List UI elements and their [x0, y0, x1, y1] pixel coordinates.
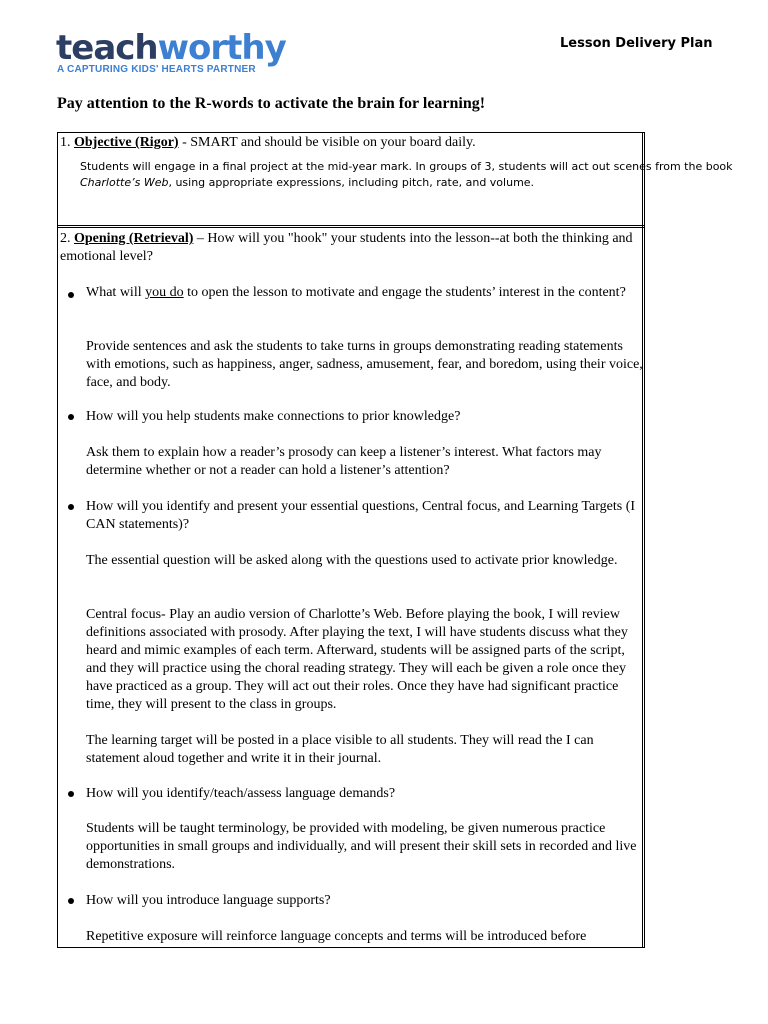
answer-2: Ask them to explain how a reader’s prosody can keep a listener’s interest. What factors may determine whether or not a reader can hold a listener’s attention?: [86, 445, 602, 478]
logo-wordmark: [56, 28, 286, 68]
section1-body: [80, 159, 733, 191]
question-2: How will you help students make connections to prior knowledge?: [86, 409, 461, 424]
answer-3b: Central focus- Play an audio version of Charlotte’s Web. Before playing the book, I will review definitions associated with prosody. After playing the text, I will have students discuss what they heard and mimic examples of each term. Afterward, students will be assigned parts of the script, and they will practice using the choral reading strategy. They will each be given a role once they have practiced as a group. They will act out their roles. Once they have had significant practice time, they will present to the class in groups.: [86, 607, 628, 712]
section1-title: Objective (Rigor): [74, 135, 179, 150]
section2-heading: [60, 230, 640, 266]
logo-tagline: A CAPTURING KIDS' HEARTS PARTNER: [57, 64, 256, 75]
answer-4: Students will be taught terminology, be provided with modeling, be given numerous practice opportunities in small groups and individually, and will present their skill sets in recorded and live demonstrations.: [86, 821, 637, 872]
q1-after: to open the lesson to motivate and engage the students’ interest in the content?: [183, 285, 626, 300]
answer-5: Repetitive exposure will reinforce language concepts and terms will be introduced before: [86, 929, 587, 944]
section1-description: - SMART and should be visible on your board daily.: [178, 135, 476, 150]
question-3: How will you identify and present your essential questions, Central focus, and Learning Targets (I CAN statements)?: [86, 499, 636, 532]
bullet-icon: [68, 898, 74, 904]
teachworthy-logo: [56, 28, 286, 76]
section2-number: 2.: [60, 231, 71, 246]
bullet-icon: [68, 414, 74, 420]
q1-before: What will: [86, 285, 146, 300]
document-label: Lesson Delivery Plan: [560, 36, 713, 51]
bullet-icon: [68, 292, 74, 298]
question-1: [86, 284, 646, 302]
section-divider: [57, 225, 645, 228]
question-5: How will you introduce language supports?: [86, 893, 331, 908]
answer-1: Provide sentences and ask the students to take turns in groups demonstrating reading statements with emotions, such as happiness, anger, sadness, amusement, fear, and boredom, using their voice, face, and body.: [86, 339, 643, 390]
page-heading: Pay attention to the R-words to activate the brain for learning!: [57, 95, 486, 112]
section1-number: 1.: [60, 135, 71, 150]
book-title: Charlotte’s Web: [80, 176, 169, 189]
section1-body-line1: Students will engage in a final project at the mid-year mark. In groups of 3, students will act out scenes from the book: [80, 160, 733, 173]
logo-part-teach: teach: [56, 28, 158, 68]
bullet-icon: [68, 504, 74, 510]
question-4: How will you identify/teach/assess language demands?: [86, 786, 396, 801]
answer-3c: The learning target will be posted in a place visible to all students. They will read the I can statement aloud together and write it in their journal.: [86, 733, 594, 766]
q1-underlined: you do: [145, 285, 184, 300]
bullet-icon: [68, 791, 74, 797]
section2-title: Opening (Retrieval): [74, 231, 194, 246]
section2-description: – How will you "hook" your students into the lesson--at both the thinking and emotional level?: [60, 231, 633, 264]
logo-part-worthy: worthy: [157, 28, 286, 68]
section1-heading: [60, 135, 476, 151]
answer-3a: The essential question will be asked along with the questions used to activate prior knowledge.: [86, 553, 618, 568]
section1-body-line2-rest: , using appropriate expressions, including pitch, rate, and volume.: [168, 176, 535, 189]
section1-body-line2: [80, 175, 690, 191]
